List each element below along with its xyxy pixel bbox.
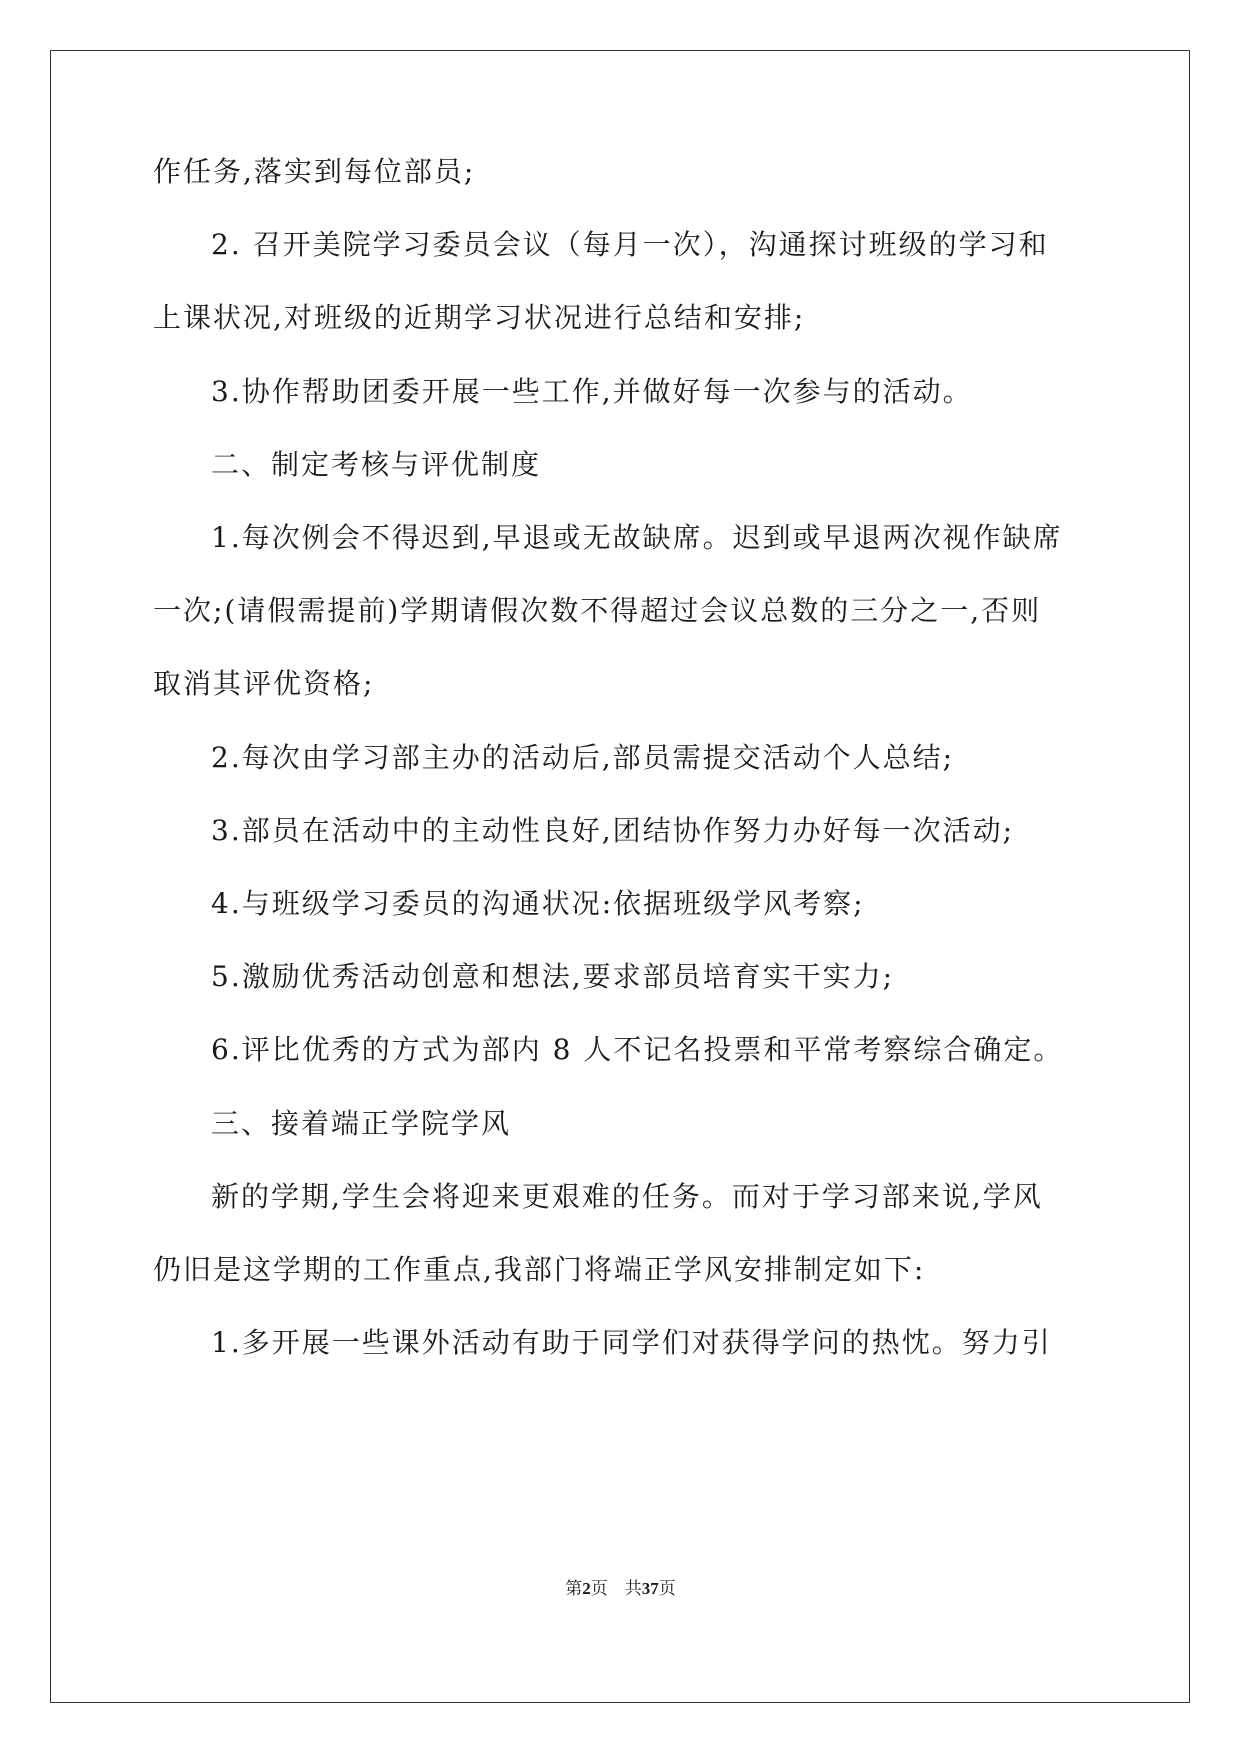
body-line: 3.部员在活动中的主动性良好,团结协作努力办好每一次活动; [211, 814, 1015, 847]
body-line: 作任务,落实到每位部员; [153, 155, 476, 188]
footer-total-suffix: 页 [658, 1579, 676, 1598]
section-heading: 二、制定考核与评优制度 [211, 448, 542, 481]
body-line: 3.协作帮助团委开展一些工作,并做好每一次参与的活动。 [211, 375, 973, 408]
footer-page-prefix: 第 [565, 1579, 583, 1598]
body-line: 一次;(请假需提前)学期请假次数不得超过会议总数的三分之一,否则 [153, 594, 1042, 627]
footer-total-pages: 37 [641, 1579, 659, 1598]
page-border [50, 50, 1190, 1703]
body-line: 2. 召开美院学习委员会议（每月一次），沟通探讨班级的学习和 [211, 228, 1049, 261]
body-line: 1.多开展一些课外活动有助于同学们对获得学问的热忱。努力引 [211, 1326, 1052, 1359]
body-line: 新的学期,学生会将迎来更艰难的任务。而对于学习部来说,学风 [211, 1180, 1043, 1213]
body-line: 6.评比优秀的方式为部内 8 人不记名投票和平常考察综合确定。 [211, 1033, 1064, 1066]
body-line: 4.与班级学习委员的沟通状况:依据班级学风考察; [211, 887, 865, 920]
body-line: 仍旧是这学期的工作重点,我部门将端正学风安排制定如下: [153, 1253, 926, 1286]
body-line: 2.每次由学习部主办的活动后,部员需提交活动个人总结; [211, 741, 955, 774]
body-line: 上课状况,对班级的近期学习状况进行总结和安排; [153, 301, 806, 334]
footer-page-number: 2 [582, 1579, 591, 1598]
body-line: 取消其评优资格; [153, 667, 375, 700]
footer-total-prefix: 共 [624, 1579, 642, 1598]
page-footer [0, 1579, 1241, 1599]
body-line: 5.激励优秀活动创意和想法,要求部员培育实干实力; [211, 960, 895, 993]
section-heading: 三、接着端正学院学风 [211, 1107, 512, 1140]
footer-page-suffix: 页 [590, 1579, 608, 1598]
body-line: 1.每次例会不得迟到,早退或无故缺席。迟到或早退两次视作缺席 [211, 521, 1063, 554]
